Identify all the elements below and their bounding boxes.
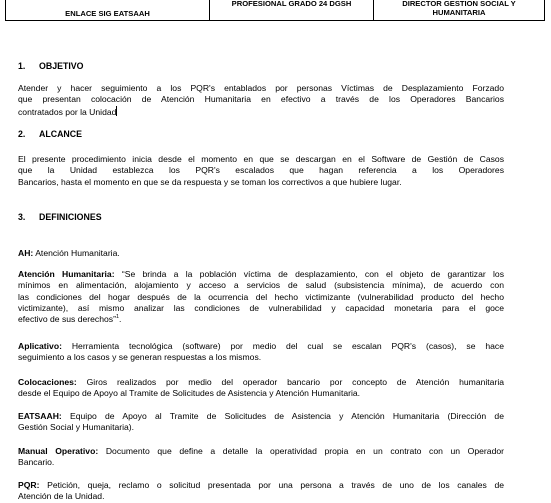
objetivo-paragraph[interactable]: Atender y hacer seguimiento a los PQR's entablados por personas Víctimas de Desplazamiento Forzado que presentan colocación de Atención Humanitaria en efectivo a través de los Operadores Bancarios contratados por la Unidad [18, 83, 504, 117]
alcance-paragraph: El presente procedimiento inicia desde el momento en que se descargan en el Software de Gestión de Casos que la Unidad establezca los PQR's escalados que hagan referencia a los Operadores Bancarios, hasta el momento en que se da respuesta y se toman los correctivos a que hubiere lugar. [18, 154, 504, 187]
definition-eatsaah: EATSAAH: Equipo de Apoyo al Tramite de Solicitudes de Asistencia y Atención Humanitaria (Dirección de Gestión Social y Humanitaria). [18, 411, 504, 433]
definition-pqr: PQR: Petición, queja, reclamo o solicitud presentada por una persona a través de uno de los canales de Atención de la Unidad. [18, 480, 505, 502]
definition-colocaciones: Colocaciones: Giros realizados por medio del operador bancario por concepto de Atención humanitaria desde el Equipo de Apoyo al Tramite de Solicitudes de Asistencia y Atención Humanitaria. [18, 377, 505, 399]
definition-ah: AH: Atención Humanitaria. [18, 248, 120, 258]
text-cursor [116, 106, 117, 116]
definition-atencion-humanitaria: Atención Humanitaria: “Se brinda a la población víctima de desplazamiento, con el objeto de garantizar los mínimos en alimentación, alojamiento y acceso a servicios de salud (subsistencia mínima), de acuerdo con las condiciones del hogar después de la ocurrencia del hecho victimizante (vulnerabilidad producto del hecho victimizante), así mismo analizar las condiciones de vulnerabilidad y capacidad monetaria para el goce efectivo de sus derechos”$^1$. [18, 269, 505, 325]
definition-aplicativo: Aplicativo: Herramienta tecnológica (software) por medio del cual se escalan PQR's (casos), se hace seguimiento a los casos y se generan respuestas a los mismos. [18, 341, 505, 363]
header-cell-professional: PROFESIONAL GRADO 24 DGSH [209, 0, 374, 21]
header-cell-director: DIRECTOR GESTION SOCIAL Y HUMANITARIA [373, 0, 545, 21]
definition-manual-operativo: Manual Operativo: Documento que define a detalle la operatividad propia en un contrato con un Operador Bancario. [18, 446, 504, 468]
section-heading-alcance: 2. ALCANCE [18, 129, 83, 139]
section-heading-definiciones: 3. DEFINICIONES [18, 212, 102, 222]
header-cell-sig-link: ENLACE SIG EATSAAH [5, 0, 210, 21]
document-header-table [0, 0, 551, 23]
footnote-marker[interactable]: 1 [115, 314, 119, 321]
section-heading-objetivo: 1. OBJETIVO [18, 61, 84, 71]
